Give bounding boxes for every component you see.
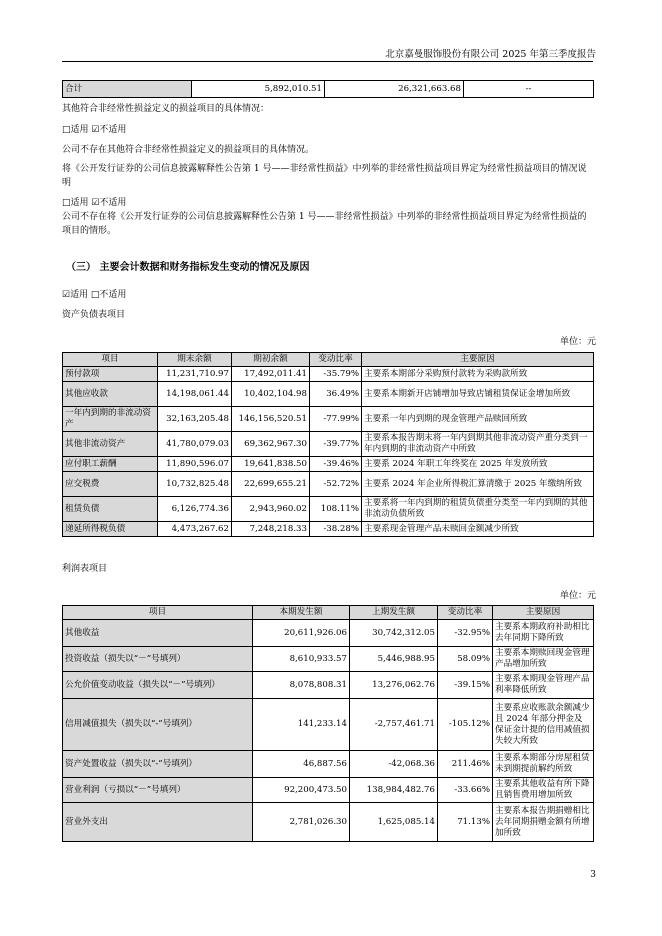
- table-row: [63, 699, 594, 751]
- cell-prior: 13,276,062.76: [350, 672, 438, 699]
- cell-reason: 主要系将一年内到期的租赁负债重分类至一年内到期的其他非流动负债所致: [362, 497, 594, 522]
- cell-current: 46,887.56: [253, 751, 350, 778]
- profit-col-item: 项目: [63, 606, 253, 620]
- unit-label-1: 单位：元: [559, 337, 596, 347]
- page-header-title: 北京嘉曼服饰股份有限公司 2025 年第三季度报告: [385, 49, 596, 60]
- balance-col-change: 变动比率: [310, 353, 362, 367]
- row-label: 预付款项: [63, 367, 158, 382]
- cell-prior: 30,742,312.05: [350, 620, 438, 647]
- balance-col-item: 项目: [63, 353, 158, 367]
- income-statement-table: [62, 605, 594, 842]
- cell-end: 11,890,596.07: [158, 457, 232, 472]
- balance-sheet-table: [62, 352, 594, 537]
- total-row: [63, 81, 594, 98]
- cell-reason: 主要系应收账款余额减少且 2024 年部分押金及保证金计提的信用减值损失较大所致: [493, 699, 594, 751]
- row-label: 资产处置收益（损失以“-”号填列）: [63, 751, 253, 778]
- balance-header-row: [63, 353, 594, 367]
- table-row: [63, 672, 594, 699]
- section-title: （三） 主要会计数据和财务指标发生变动的情况及原因: [66, 262, 310, 273]
- cell-current: 2,781,026.30: [253, 803, 350, 842]
- cell-change: -32.95%: [438, 620, 493, 647]
- profit-col-current: 本期发生额: [253, 606, 350, 620]
- cell-begin: 22,699,655.21: [232, 472, 310, 497]
- table-row: [63, 522, 594, 537]
- table-row: [63, 407, 594, 432]
- table-row: [63, 472, 594, 497]
- cell-begin: 146,156,520.51: [232, 407, 310, 432]
- cell-prior: 1,625,085.14: [350, 803, 438, 842]
- cell-reason: 主要系现金管理产品未赎回金额减少所致: [362, 522, 594, 537]
- cell-prior: -42,068.36: [350, 751, 438, 778]
- table-row: [63, 620, 594, 647]
- cell-reason: 主要系本期赎回现金管理产品增加所致: [493, 647, 594, 672]
- cell-reason: 主要系本期政府补助相比去年同期下降所致: [493, 620, 594, 647]
- cell-reason: 主要系一年内到期的现金管理产品赎回所致: [362, 407, 594, 432]
- table-row: [63, 497, 594, 522]
- balance-col-reason: 主要原因: [362, 353, 594, 367]
- cell-prior: 138,984,482.76: [350, 778, 438, 803]
- cell-reason: 主要系本期新开店铺增加导致店铺租赁保证金增加所致: [362, 382, 594, 407]
- profit-table-label: 利润表项目: [62, 564, 108, 574]
- row-label: 应交税费: [63, 472, 158, 497]
- cell-begin: 17,492,011.41: [232, 367, 310, 382]
- row-label: 其他收益: [63, 620, 253, 647]
- table-row: [63, 382, 594, 407]
- row-label: 一年内到期的非流动资产: [63, 407, 158, 432]
- cell-change: -39.15%: [438, 672, 493, 699]
- para-explanation: 将《公开发行证券的公司信息披露解释性公告第 1 号——非经常性损益》中列举的非经常性损益项目界定为经常性损益项目的情况说明: [62, 164, 587, 188]
- table-row: [63, 778, 594, 803]
- cell-change: -38.28%: [310, 522, 362, 537]
- row-label: 营业外支出: [63, 803, 253, 842]
- total-current: 5,892,010.51: [192, 81, 325, 98]
- para-other-items: 其他符合非经常性损益定义的损益项目的具体情况：: [62, 104, 270, 114]
- cell-current: 92,200,473.50: [253, 778, 350, 803]
- cell-end: 10,732,825.48: [158, 472, 232, 497]
- cell-reason: 主要系本报告期末将一年内到期其他非流动资产重分类到一年内到期的非流动资产中所致: [362, 432, 594, 457]
- row-label: 其他应收款: [63, 382, 158, 407]
- cell-change: 36.49%: [310, 382, 362, 407]
- cell-end: 41,780,079.03: [158, 432, 232, 457]
- cell-change: -77.99%: [310, 407, 362, 432]
- table-row: [63, 751, 594, 778]
- cell-current: 20,611,926.06: [253, 620, 350, 647]
- profit-col-reason: 主要原因: [493, 606, 594, 620]
- cell-change: -39.46%: [310, 457, 362, 472]
- cell-end: 11,231,710.97: [158, 367, 232, 382]
- cell-reason: 主要系其他收益有所下降且销售费用增加所致: [493, 778, 594, 803]
- header-divider: [62, 61, 593, 62]
- cell-reason: 主要系本期现金管理产品利率降低所致: [493, 672, 594, 699]
- total-note: --: [464, 81, 594, 98]
- row-label: 应付职工薪酬: [63, 457, 158, 472]
- cell-change: 58.09%: [438, 647, 493, 672]
- page-number: 3: [590, 870, 596, 880]
- table-row: [63, 432, 594, 457]
- cell-current: 8,610,933.57: [253, 647, 350, 672]
- cell-change: 108.11%: [310, 497, 362, 522]
- total-label: 合计: [63, 81, 192, 98]
- row-label: 租赁负债: [63, 497, 158, 522]
- cell-change: -105.12%: [438, 699, 493, 751]
- para-no-other-items: 公司不存在其他符合非经常性损益定义的损益项目的具体情况。: [62, 145, 315, 155]
- table-row: [63, 367, 594, 382]
- cell-change: 211.46%: [438, 751, 493, 778]
- profit-header-row: [63, 606, 594, 620]
- cell-reason: 主要系本期部分采购预付款转为采购款所致: [362, 367, 594, 382]
- row-label: 其他非流动资产: [63, 432, 158, 457]
- row-label: 递延所得税负债: [63, 522, 158, 537]
- cell-reason: 主要系本报告期捐赠相比去年同期捐赠金额有所增加所致: [493, 803, 594, 842]
- cell-end: 6,126,774.36: [158, 497, 232, 522]
- para-applicable-3: ☑适用 □不适用: [62, 290, 127, 300]
- para-no-reclass: 公司不存在将《公开发行证券的公司信息披露解释性公告第 1 号——非经常性损益》中列举的非经常性损益项目界定为经常性损益的项目的情形。: [62, 212, 587, 236]
- cell-begin: 69,362,967.30: [232, 432, 310, 457]
- total-ytd: 26,321,663.68: [325, 81, 464, 98]
- profit-col-change: 变动比率: [438, 606, 493, 620]
- cell-end: 4,473,267.62: [158, 522, 232, 537]
- cell-change: -35.79%: [310, 367, 362, 382]
- row-label: 投资收益（损失以“－”号填列）: [63, 647, 253, 672]
- cell-change: -39.77%: [310, 432, 362, 457]
- para-applicable-1: □适用 ☑不适用: [62, 125, 127, 135]
- table-row: [63, 803, 594, 842]
- row-label: 信用减值损失（损失以“-”号填列）: [63, 699, 253, 751]
- cell-end: 32,163,205.48: [158, 407, 232, 432]
- profit-col-prior: 上期发生额: [350, 606, 438, 620]
- table-row: [63, 457, 594, 472]
- unit-label-2: 单位：元: [559, 591, 596, 601]
- cell-change: 71.13%: [438, 803, 493, 842]
- nonrecurring-total-table: [62, 80, 594, 98]
- row-label: 公允价值变动收益（损失以“－”号填列）: [63, 672, 253, 699]
- cell-prior: -2,757,461.71: [350, 699, 438, 751]
- cell-begin: 2,943,960.02: [232, 497, 310, 522]
- cell-current: 8,078,808.31: [253, 672, 350, 699]
- cell-current: 141,233.14: [253, 699, 350, 751]
- balance-col-end: 期末余额: [158, 353, 232, 367]
- cell-change: -52.72%: [310, 472, 362, 497]
- row-label: 营业利润（亏损以“－”号填列）: [63, 778, 253, 803]
- balance-col-begin: 期初余额: [232, 353, 310, 367]
- para-applicable-2: □适用 ☑不适用: [62, 198, 127, 208]
- cell-prior: 5,446,988.95: [350, 647, 438, 672]
- cell-reason: 主要系 2024 年职工年终奖在 2025 年发放所致: [362, 457, 594, 472]
- cell-change: -33.66%: [438, 778, 493, 803]
- cell-begin: 7,248,218.33: [232, 522, 310, 537]
- table-row: [63, 647, 594, 672]
- cell-reason: 主要系本期部分房屋租赁未到期提前解约所致: [493, 751, 594, 778]
- cell-reason: 主要系 2024 年企业所得税汇算清缴于 2025 年缴纳所致: [362, 472, 594, 497]
- balance-sheet-label: 资产负债表项目: [62, 310, 126, 320]
- cell-begin: 19,641,838.50: [232, 457, 310, 472]
- cell-end: 14,198,061.44: [158, 382, 232, 407]
- cell-begin: 10,402,104.98: [232, 382, 310, 407]
